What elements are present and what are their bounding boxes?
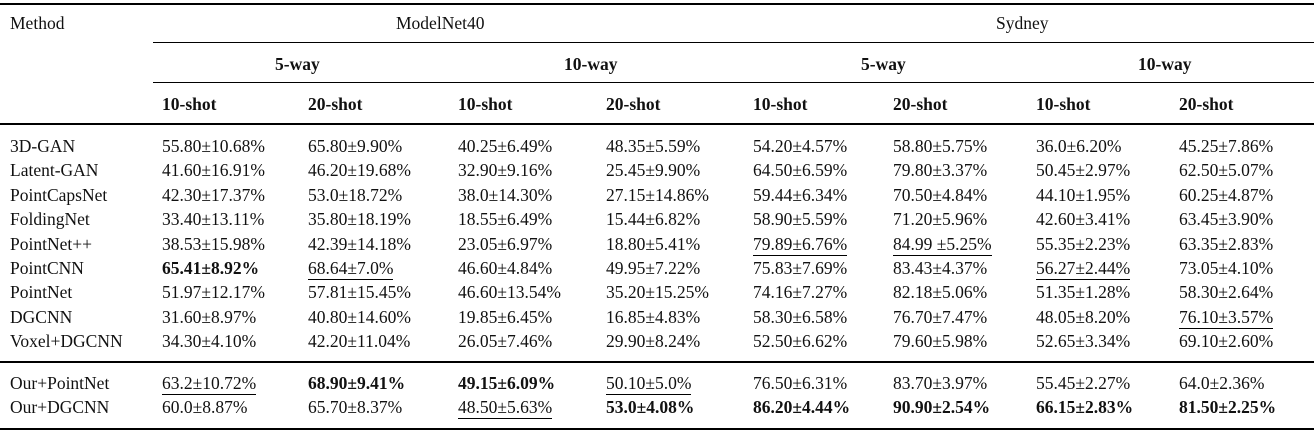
table-cell: 58.80±5.75% [893, 136, 988, 156]
table-row [0, 209, 1314, 230]
table-cell: 56.27±2.44% [1036, 258, 1131, 278]
dataset-header-modelnet40: ModelNet40 [396, 13, 485, 33]
table-cell: 83.70±3.97% [893, 373, 988, 393]
table-cell: 31.60±8.97% [162, 306, 257, 327]
table-cell: 90.90±2.54% [893, 397, 991, 418]
way-rule [153, 82, 1314, 83]
table-cell: 48.35±5.59% [606, 136, 701, 156]
table-cell: 29.90±8.24% [606, 331, 701, 352]
table-cell: 48.05±8.20% [1036, 306, 1131, 327]
table-row [0, 307, 1314, 328]
table-cell: 42.39±14.18% [308, 233, 411, 254]
table-row [0, 397, 1314, 418]
method-name: PointCNN [10, 258, 84, 278]
table-cell: 15.44±6.82% [606, 209, 701, 230]
shot-header: 10-shot [162, 94, 217, 114]
table-cell: 58.30±2.64% [1179, 282, 1274, 303]
table-cell: 50.45±2.97% [1036, 160, 1131, 181]
table-cell: 69.10±2.60% [1179, 331, 1274, 352]
shot-header: 20-shot [1179, 94, 1234, 114]
table-cell: 58.90±5.59% [753, 209, 848, 230]
table-cell: 81.50±2.25% [1179, 397, 1277, 418]
table-cell: 86.20±4.44% [753, 397, 851, 418]
table-cell: 79.80±3.37% [893, 160, 988, 181]
method-name: 3D-GAN [10, 136, 76, 156]
dataset-rule [153, 42, 1314, 43]
table-row [0, 136, 1314, 157]
table-cell: 63.35±2.83% [1179, 233, 1274, 254]
table-cell: 65.80±9.90% [308, 136, 403, 156]
table-cell: 57.81±15.45% [308, 282, 411, 303]
table-cell: 60.25±4.87% [1179, 184, 1274, 205]
dataset-header-sydney: Sydney [996, 13, 1049, 33]
table-cell: 49.95±7.22% [606, 258, 701, 278]
way-header: 5-way [275, 54, 320, 74]
method-name: Our+PointNet [10, 373, 110, 393]
table-cell: 42.30±17.37% [162, 184, 265, 205]
table-cell: 76.70±7.47% [893, 306, 988, 327]
table-cell: 42.20±11.04% [308, 331, 411, 352]
table-cell: 68.64±7.0% [308, 258, 394, 278]
table-cell: 64.50±6.59% [753, 160, 848, 181]
table-cell: 83.43±4.37% [893, 258, 988, 278]
table-cell: 63.45±3.90% [1179, 209, 1274, 230]
table-cell: 33.40±13.11% [162, 209, 265, 230]
method-header: Method [10, 13, 65, 33]
table-cell: 54.20±4.57% [753, 136, 848, 156]
table-cell: 58.30±6.58% [753, 306, 848, 327]
table-cell: 76.10±3.57% [1179, 306, 1274, 327]
method-name: FoldingNet [10, 209, 90, 230]
table-row [0, 160, 1314, 181]
shot-header: 10-shot [1036, 94, 1091, 114]
table-cell: 64.0±2.36% [1179, 373, 1265, 393]
table-cell: 79.89±6.76% [753, 233, 848, 254]
table-cell: 35.80±18.19% [308, 209, 411, 230]
shot-header: 20-shot [308, 94, 363, 114]
table-cell: 82.18±5.06% [893, 282, 988, 303]
table-cell: 51.97±12.17% [162, 282, 265, 303]
table-cell: 59.44±6.34% [753, 184, 848, 205]
table-row [0, 331, 1314, 352]
top-rule [0, 3, 1314, 5]
table-cell: 60.0±8.87% [162, 397, 248, 418]
table-cell: 53.0±18.72% [308, 184, 403, 205]
table-cell: 38.0±14.30% [458, 184, 553, 205]
bottom-rule [0, 428, 1314, 430]
method-name: Voxel+DGCNN [10, 331, 123, 352]
table-cell: 53.0±4.08% [606, 397, 695, 418]
table-cell: 62.50±5.07% [1179, 160, 1274, 181]
shot-header: 10-shot [458, 94, 513, 114]
table-row [0, 185, 1314, 206]
table-cell: 65.70±8.37% [308, 397, 403, 418]
table-cell: 34.30±4.10% [162, 331, 257, 352]
table-cell: 50.10±5.0% [606, 373, 692, 393]
table-cell: 40.80±14.60% [308, 306, 411, 327]
table-cell: 74.16±7.27% [753, 282, 848, 303]
table-cell: 16.85±4.83% [606, 306, 701, 327]
way-header: 10-way [564, 54, 618, 74]
table-cell: 42.60±3.41% [1036, 209, 1131, 230]
table-cell: 63.2±10.72% [162, 373, 257, 393]
table-cell: 70.50±4.84% [893, 184, 988, 205]
table-cell: 45.25±7.86% [1179, 136, 1274, 156]
shot-header: 10-shot [753, 94, 808, 114]
table-cell: 76.50±6.31% [753, 373, 848, 393]
table-row [0, 373, 1314, 394]
table-cell: 38.53±15.98% [162, 233, 265, 254]
table-cell: 73.05±4.10% [1179, 258, 1274, 278]
table-row [0, 234, 1314, 255]
table-cell: 46.60±13.54% [458, 282, 561, 303]
header-bottom-rule [0, 123, 1314, 125]
table-row [0, 282, 1314, 303]
table-cell: 40.25±6.49% [458, 136, 553, 156]
method-name: Latent-GAN [10, 160, 99, 181]
shot-header: 20-shot [606, 94, 661, 114]
table-cell: 46.20±19.68% [308, 160, 411, 181]
table-cell: 75.83±7.69% [753, 258, 848, 278]
table-cell: 23.05±6.97% [458, 233, 553, 254]
method-name: PointNet [10, 282, 73, 303]
way-header: 5-way [861, 54, 906, 74]
way-header: 10-way [1138, 54, 1192, 74]
table-cell: 49.15±6.09% [458, 373, 556, 393]
table-row [0, 258, 1314, 279]
table-cell: 25.45±9.90% [606, 160, 701, 181]
table-cell: 35.20±15.25% [606, 282, 709, 303]
table-cell: 79.60±5.98% [893, 331, 988, 352]
table-cell: 18.55±6.49% [458, 209, 553, 230]
table-cell: 55.80±10.68% [162, 136, 265, 156]
table-cell: 26.05±7.46% [458, 331, 553, 352]
table-cell: 55.45±2.27% [1036, 373, 1131, 393]
method-name: PointNet++ [10, 233, 92, 254]
table-cell: 66.15±2.83% [1036, 397, 1134, 418]
method-name: DGCNN [10, 306, 73, 327]
table-cell: 55.35±2.23% [1036, 233, 1131, 254]
table-cell: 27.15±14.86% [606, 184, 709, 205]
table-cell: 84.99 ±5.25% [893, 233, 992, 254]
table-cell: 41.60±16.91% [162, 160, 265, 181]
table-cell: 46.60±4.84% [458, 258, 553, 278]
table-cell: 51.35±1.28% [1036, 282, 1131, 303]
shot-header: 20-shot [893, 94, 948, 114]
method-name: PointCapsNet [10, 184, 108, 205]
table-cell: 52.65±3.34% [1036, 331, 1131, 352]
table-cell: 32.90±9.16% [458, 160, 553, 181]
group-rule [0, 361, 1314, 363]
method-name: Our+DGCNN [10, 397, 110, 418]
table-cell: 44.10±1.95% [1036, 184, 1131, 205]
table-cell: 68.90±9.41% [308, 373, 406, 393]
table-cell: 19.85±6.45% [458, 306, 553, 327]
table-cell: 48.50±5.63% [458, 397, 553, 418]
table-cell: 18.80±5.41% [606, 233, 701, 254]
table-cell: 65.41±8.92% [162, 258, 260, 278]
table-cell: 52.50±6.62% [753, 331, 848, 352]
table-cell: 71.20±5.96% [893, 209, 988, 230]
table-cell: 36.0±6.20% [1036, 136, 1122, 156]
